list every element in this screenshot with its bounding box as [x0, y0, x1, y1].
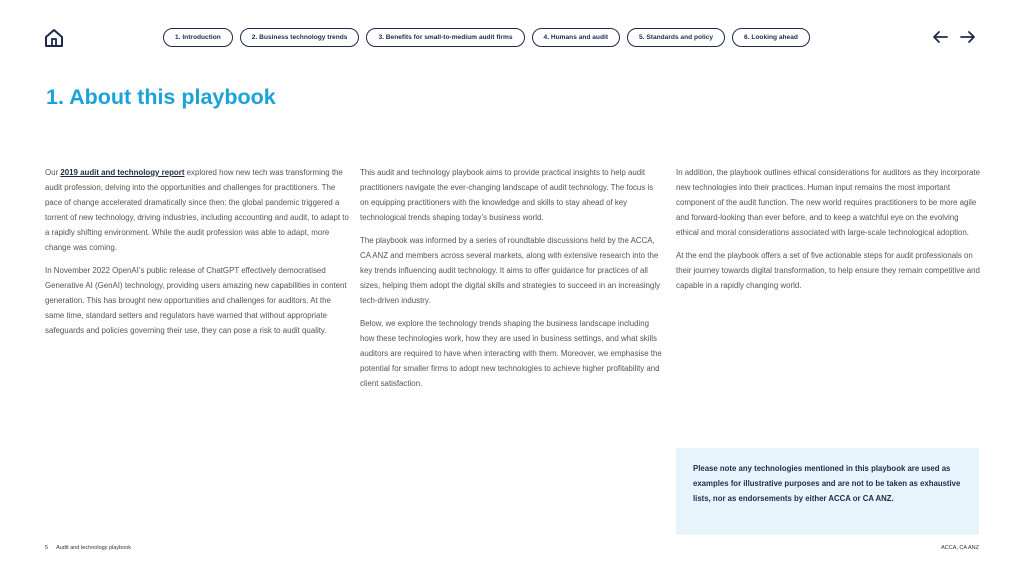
- report-link[interactable]: 2019 audit and technology report: [60, 168, 185, 177]
- tab-looking-ahead[interactable]: 6. Looking ahead: [732, 28, 810, 47]
- text-column-3: [676, 165, 980, 301]
- paragraph-text: explored how new tech was transforming the audit profession, delving into the opportunities and challenges for practitioners. The pace of change accelerated dramatically since then: the global pandemic triggered a torrent of new technology, driving industries, including accounting and audit, to adapt to a rapidly shifting environment. While the audit profession was able to adapt, more change was coming.: [45, 168, 349, 253]
- text-column-1: [45, 165, 349, 346]
- tab-business-technology-trends[interactable]: 2. Business technology trends: [240, 28, 360, 47]
- document-title: Audit and technology playbook: [56, 545, 131, 551]
- page-number: 5: [45, 545, 49, 551]
- arrow-left-icon[interactable]: [932, 29, 948, 45]
- tab-benefits-small-medium-firms[interactable]: 3. Benefits for small-to-medium audit firms: [366, 28, 524, 47]
- paragraph: Below, we explore the technology trends shaping the business landscape including how these technologies work, how they are used in business settings, and what skills auditors are required to have when interacting with them. Moreover, we emphasise the potential for smaller firms to adopt new technologies to achieve higher profitability and client satisfaction.: [360, 318, 662, 389]
- paragraph: [45, 165, 349, 256]
- tab-humans-and-audit[interactable]: 4. Humans and audit: [532, 28, 620, 47]
- paragraph: This audit and technology playbook aims to provide practical insights to help audit practitioners navigate the ever-changing landscape of audit technology. The focus is on equipping practitioners with the knowledge and skills to stay ahead of key technological trends shaping today’s business world.: [360, 168, 654, 223]
- paragraph: The playbook was informed by a series of roundtable discussions held by the ACCA, CA ANZ and members across several markets, along with extensive research into the key trends influencing audit technology. It aims to offer guidance for practices of all sizes, helping them adopt the digital skills and strategies to succeed in an increasingly tech-driven industry.: [360, 235, 661, 306]
- section-nav: [163, 28, 810, 47]
- footer-org: ACCA, CA ANZ: [941, 545, 979, 551]
- tab-standards-and-policy[interactable]: 5. Standards and policy: [627, 28, 725, 47]
- footer-left: [45, 545, 131, 551]
- paragraph: In November 2022 OpenAI’s public release of ChatGPT effectively democratised Generative AI (GenAI) technology, providing users amazing new capabilities in content generation. This has brought new opportunities and challenges for auditors. At the same time, standard setters and regulators have warned that without appropriate safeguards and policies governing their use, they can pose a risk to audit quality.: [45, 266, 347, 336]
- text-column-2: [360, 165, 664, 399]
- tab-introduction[interactable]: 1. Introduction: [163, 28, 233, 47]
- home-icon[interactable]: [44, 28, 64, 48]
- disclaimer-text: Please note any technologies mentioned in this playbook are used as examples for illustrative purposes and are not to be taken as exhaustive lists, nor as endorsements by either ACCA or CA ANZ.: [693, 464, 961, 504]
- paragraph: At the end the playbook offers a set of five actionable steps for audit professionals on their journey towards digital transformation, to help ensure they remain competitive and capable in a rapidly changing world.: [676, 250, 980, 291]
- page-title: 1. About this playbook: [46, 85, 276, 109]
- arrow-right-icon[interactable]: [960, 29, 976, 45]
- paragraph: In addition, the playbook outlines ethical considerations for auditors as they incorporate new technologies into their practices. Human input remains the most important component of the audit function. The new world requires practitioners to be more agile and forward-looking than ever before, and to keep a watchful eye on the evolving ethical and moral considerations associated with large-scale technological adoption.: [676, 168, 980, 238]
- disclaimer-note: [676, 448, 979, 535]
- paragraph-prefix: Our: [45, 168, 61, 177]
- page-navigation: [932, 29, 976, 45]
